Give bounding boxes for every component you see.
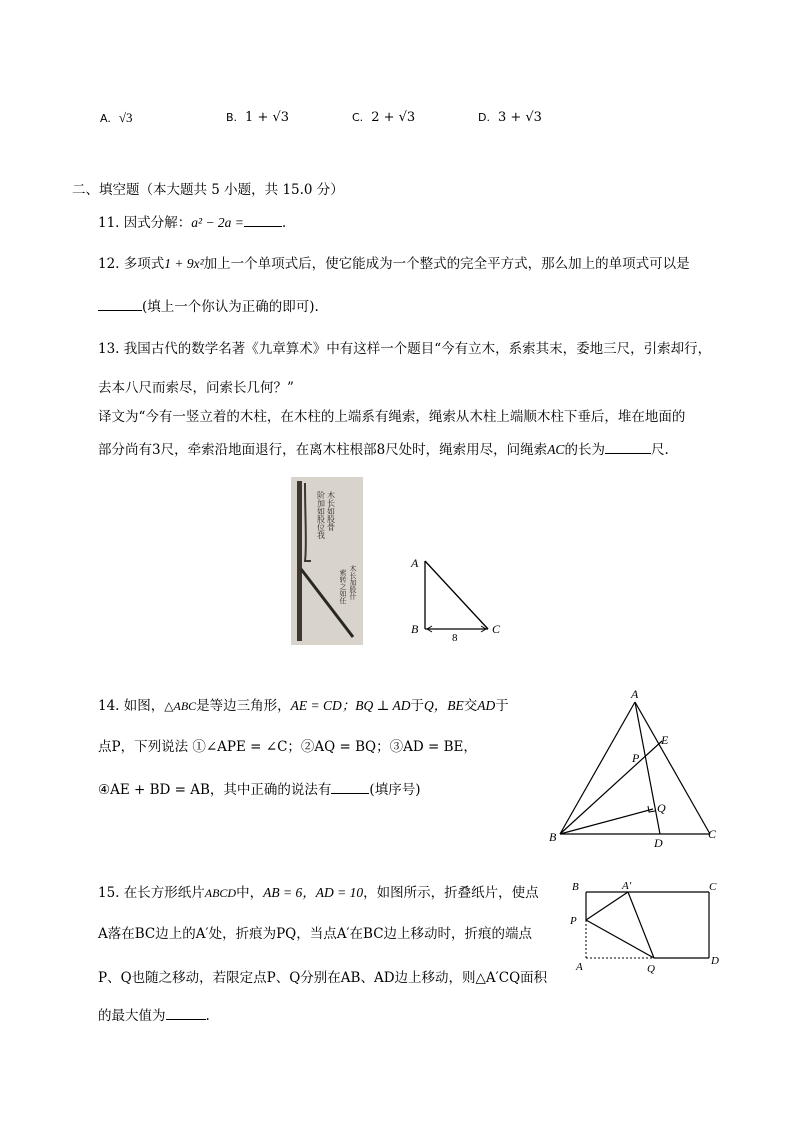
photo-illustration <box>291 477 363 645</box>
question-12-line2: (填上一个你认为正确的即可). <box>98 295 319 315</box>
question-15-line2: A落在BC边上的A′处，折痕为PQ，当点A′在BC边上移动时，折痕的端点 <box>98 926 533 942</box>
label-8: 8 <box>452 632 458 644</box>
label-d: D <box>654 836 663 848</box>
ancient-text-photo <box>291 477 363 645</box>
answer-blank <box>244 214 282 227</box>
label-q: Q <box>657 801 666 815</box>
question-15-line4: 的最大值为 . <box>98 1008 210 1024</box>
label-b: B <box>572 881 579 893</box>
question-14-line1: 14. 如图，△ABC是等边三角形，AE = CD；BQ ⊥ AD于Q，BE交AD于 <box>98 698 509 714</box>
label-a-prime: A′ <box>622 880 632 892</box>
section-heading: 二、填空题（本大题共 5 小题，共 15.0 分） <box>72 182 344 198</box>
label-c: C <box>492 622 501 636</box>
label-d: D <box>711 955 719 967</box>
rectangle-fold-figure <box>566 876 726 980</box>
label-b: B <box>411 622 419 636</box>
label-a: A <box>411 556 419 570</box>
answer-blank <box>331 781 369 794</box>
option-d: D. 3 + √3 <box>478 110 542 125</box>
question-14-line2: 点P，下列说法 ①∠APE = ∠C；②AQ = BQ；③AD = BE， <box>98 739 477 755</box>
answer-blank <box>166 1007 206 1020</box>
label-a: A <box>576 961 583 973</box>
label-p: P <box>570 915 577 927</box>
label-c: C <box>709 881 717 893</box>
option-b: B. 1 + √3 <box>226 110 290 125</box>
right-triangle-figure <box>405 555 515 645</box>
question-15-line1: 15. 在长方形纸片ABCD中，AB = 6，AD = 10，如图所示，折叠纸片，使点 <box>98 885 539 901</box>
option-c: C. 2 + √3 <box>352 110 416 125</box>
question-13-line4: 部分尚有3尺，牵索沿地面退行，在离木柱根部8尺处时，绳索用尽，问绳索AC的长为 尺. <box>98 442 669 458</box>
label-q: Q <box>647 963 655 975</box>
label-b: B <box>549 830 557 844</box>
photo-text-4: 索转之如任 <box>339 569 347 604</box>
question-13-line3: 译文为“今有一竖立着的木柱，在木柱的上端系有绳索，绳索从木柱上端顺木柱下垂后，堆在地面的 <box>98 409 686 425</box>
question-15-line3: P、Q也随之移动，若限定点P、Q分别在AB、AD边上移动，则△A′CQ面积 <box>98 970 548 986</box>
label-c: C <box>708 827 717 841</box>
label-a: A <box>631 688 639 701</box>
label-p: P <box>632 751 640 765</box>
question-13-line2: 去本八尺而索尽，问索长几何？” <box>98 380 294 396</box>
answer-blank <box>605 441 651 454</box>
answer-blank <box>98 298 142 311</box>
question-11: 11. 因式分解：a² − 2a = . <box>98 215 287 231</box>
photo-text-1: 木长如股骨 <box>326 491 336 531</box>
photo-text-2: 阶加如股位我 <box>316 491 326 539</box>
question-13-line1: 13. 我国古代的数学名著《九章算术》中有这样一个题目“今有立木，系索其末，委地三尺，引索却行， <box>98 341 712 357</box>
label-e: E <box>661 733 669 747</box>
question-12-line1: 12. 多项式1 + 9x²加上一个单项式后，使它能成为一个整式的完全平方式，那么加上的单项式可以是 <box>98 256 690 272</box>
option-a: A. √3 <box>100 110 133 125</box>
photo-text-3: 木长加股什 <box>349 565 357 600</box>
question-14-line3: ④AE + BD = AB，其中正确的说法有 (填序号) <box>98 782 421 798</box>
equilateral-triangle-figure <box>540 688 730 848</box>
